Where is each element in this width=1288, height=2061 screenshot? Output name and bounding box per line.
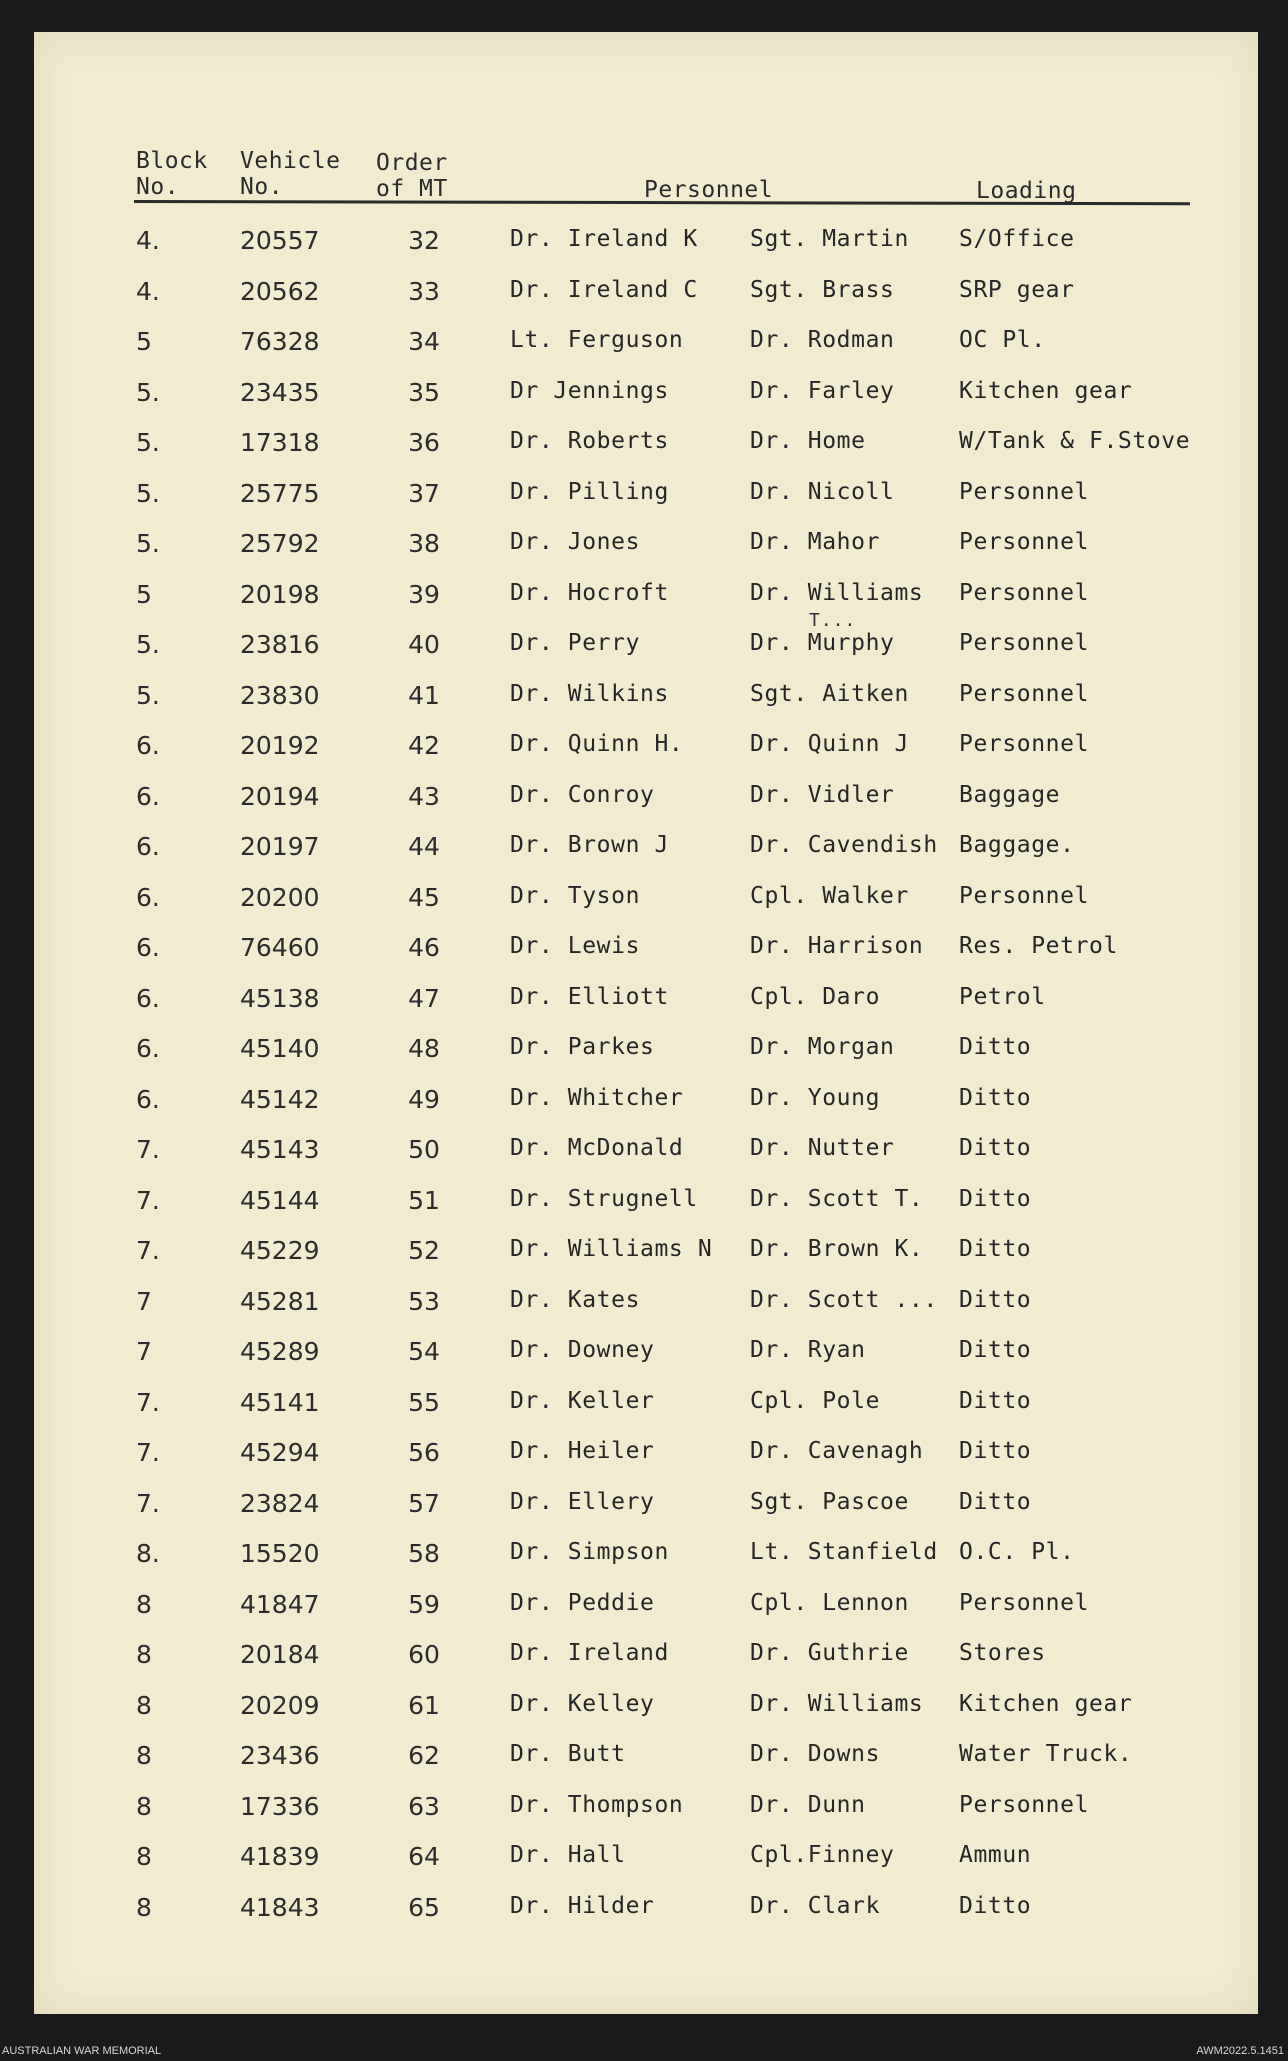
- vehicle-number: 45140: [240, 1034, 320, 1063]
- personnel-second: Dr. Cavenagh: [750, 1438, 924, 1464]
- personnel-second: Dr. Brown K.: [750, 1236, 924, 1262]
- vehicle-number: 23436: [240, 1741, 320, 1770]
- loading-description: Kitchen gear: [959, 1690, 1133, 1717]
- loading-description: OC Pl.: [959, 327, 1046, 353]
- vehicle-number: 17336: [240, 1791, 320, 1821]
- block-number: 6.: [136, 983, 160, 1013]
- table-row: [34, 933, 1258, 977]
- personnel-second: Cpl.Finney: [750, 1842, 895, 1868]
- order-of-mt: 60: [408, 1640, 440, 1669]
- block-number: 5.: [136, 630, 160, 659]
- personnel-driver: Dr. Strugnell: [510, 1185, 698, 1212]
- personnel-second: Sgt. Martin: [750, 226, 909, 252]
- personnel-second: Dr. Ryan: [750, 1337, 866, 1363]
- block-number: 4.: [136, 226, 160, 255]
- table-row: [34, 1691, 1258, 1735]
- personnel-driver: Dr Jennings: [510, 377, 669, 404]
- personnel-second: Sgt. Aitken: [750, 680, 909, 707]
- table-row: [34, 630, 1258, 674]
- vehicle-number: 20200: [240, 882, 320, 912]
- handwritten-note: T...: [809, 610, 857, 631]
- personnel-second: Dr. Nutter: [750, 1135, 895, 1161]
- block-number: 8: [136, 1842, 152, 1871]
- vehicle-number: 45294: [240, 1438, 320, 1467]
- order-of-mt: 37: [408, 478, 440, 508]
- personnel-driver: Dr. McDonald: [510, 1135, 684, 1161]
- loading-description: Ditto: [959, 1185, 1032, 1212]
- header-personnel: Personnel: [644, 177, 774, 203]
- block-number: 6.: [136, 882, 160, 912]
- vehicle-number: 45144: [240, 1185, 320, 1215]
- vehicle-number: 23830: [240, 680, 320, 710]
- block-number: 5: [136, 327, 152, 356]
- block-number: 7.: [136, 1387, 160, 1417]
- personnel-second: Sgt. Pascoe: [750, 1488, 909, 1515]
- header-loading: Loading: [976, 178, 1077, 204]
- order-of-mt: 32: [408, 226, 440, 255]
- personnel-driver: Dr. Conroy: [510, 781, 655, 808]
- table-row: [34, 479, 1258, 523]
- loading-description: Ditto: [959, 1236, 1032, 1262]
- order-of-mt: 50: [408, 1135, 440, 1164]
- loading-description: Baggage: [959, 781, 1061, 808]
- footer-accession-number: AWM2022.5.1451: [1196, 2045, 1284, 2057]
- vehicle-number: 17318: [240, 428, 320, 457]
- personnel-second: Dr. Farley: [750, 377, 895, 404]
- personnel-driver: Dr. Elliott: [510, 983, 669, 1010]
- block-number: 5.: [136, 529, 160, 558]
- table-row: [34, 1590, 1258, 1634]
- personnel-driver: Dr. Pilling: [510, 478, 669, 505]
- personnel-driver: Dr. Roberts: [510, 428, 669, 454]
- table-row: [34, 1085, 1258, 1129]
- table-row: [34, 1842, 1258, 1886]
- personnel-driver: Dr. Peddie: [510, 1589, 655, 1616]
- order-of-mt: 51: [408, 1185, 440, 1215]
- vehicle-number: 25775: [240, 478, 320, 508]
- personnel-driver: Dr. Butt: [510, 1741, 626, 1767]
- order-of-mt: 61: [408, 1690, 440, 1720]
- personnel-second: Cpl. Lennon: [750, 1589, 909, 1616]
- personnel-second: Dr. Cavendish: [750, 832, 938, 858]
- vehicle-number: 45143: [240, 1135, 320, 1164]
- loading-description: Personnel: [959, 529, 1090, 555]
- personnel-second: Sgt. Brass: [750, 276, 895, 303]
- personnel-second: Dr. Vidler: [750, 781, 895, 808]
- loading-description: Res. Petrol: [959, 933, 1118, 959]
- personnel-driver: Lt. Ferguson: [510, 327, 684, 353]
- loading-description: Stores: [959, 1640, 1046, 1666]
- loading-description: Personnel: [959, 630, 1090, 656]
- header-block-no: Block No.: [136, 148, 208, 200]
- vehicle-number: 76460: [240, 933, 320, 962]
- vehicle-number: 20557: [240, 226, 320, 255]
- order-of-mt: 65: [408, 1892, 440, 1922]
- personnel-driver: Dr. Kates: [510, 1286, 641, 1313]
- table-row: [34, 327, 1258, 371]
- order-of-mt: 44: [408, 832, 440, 861]
- block-number: 5: [136, 579, 152, 609]
- personnel-driver: Dr. Keller: [510, 1387, 655, 1414]
- order-of-mt: 40: [408, 630, 440, 659]
- order-of-mt: 55: [408, 1387, 440, 1417]
- personnel-second: Dr. Rodman: [750, 327, 895, 353]
- personnel-second: Dr. Williams: [750, 579, 924, 606]
- order-of-mt: 48: [408, 1034, 440, 1063]
- order-of-mt: 46: [408, 933, 440, 962]
- table-row: [34, 1539, 1258, 1583]
- loading-description: Personnel: [959, 731, 1090, 757]
- block-number: 6.: [136, 731, 160, 760]
- personnel-driver: Dr. Ireland C: [510, 276, 698, 303]
- personnel-second: Dr. Young: [750, 1084, 881, 1111]
- vehicle-number: 45138: [240, 983, 320, 1013]
- vehicle-number: 41839: [240, 1842, 320, 1871]
- personnel-driver: Dr. Heiler: [510, 1438, 655, 1464]
- order-of-mt: 52: [408, 1236, 440, 1265]
- block-number: 7.: [136, 1135, 160, 1164]
- personnel-driver: Dr. Hall: [510, 1842, 626, 1868]
- order-of-mt: 47: [408, 983, 440, 1013]
- personnel-driver: Dr. Ireland K: [510, 226, 698, 252]
- block-number: 7: [136, 1337, 152, 1366]
- header-vehicle-no: Vehicle No.: [240, 148, 341, 200]
- loading-description: SRP gear: [959, 276, 1075, 303]
- loading-description: Ditto: [959, 1337, 1032, 1363]
- order-of-mt: 56: [408, 1438, 440, 1467]
- block-number: 7.: [136, 1438, 160, 1467]
- loading-description: Water Truck.: [959, 1741, 1133, 1767]
- block-number: 4.: [136, 276, 160, 306]
- personnel-driver: Dr. Simpson: [510, 1539, 669, 1565]
- block-number: 5.: [136, 680, 160, 710]
- loading-description: Ditto: [959, 1135, 1032, 1161]
- table-row: [34, 1337, 1258, 1381]
- order-of-mt: 35: [408, 377, 440, 407]
- loading-description: Baggage.: [959, 832, 1075, 858]
- loading-description: Personnel: [959, 680, 1090, 707]
- table-row: [34, 681, 1258, 725]
- vehicle-number: 20194: [240, 781, 320, 811]
- vehicle-number: 20192: [240, 731, 320, 760]
- table-row: [34, 428, 1258, 472]
- personnel-driver: Dr. Kelley: [510, 1690, 655, 1717]
- block-number: 7.: [136, 1488, 160, 1518]
- order-of-mt: 38: [408, 529, 440, 558]
- personnel-second: Cpl. Pole: [750, 1387, 881, 1414]
- personnel-driver: Dr. Downey: [510, 1337, 655, 1363]
- personnel-second: Dr. Scott ...: [750, 1286, 938, 1313]
- personnel-driver: Dr. Wilkins: [510, 680, 669, 707]
- vehicle-number: 15520: [240, 1539, 320, 1568]
- table-row: [34, 1186, 1258, 1230]
- loading-description: Ditto: [959, 1034, 1032, 1060]
- personnel-second: Cpl. Walker: [750, 882, 909, 909]
- loading-description: S/Office: [959, 226, 1075, 252]
- block-number: 7.: [136, 1236, 160, 1265]
- block-number: 8: [136, 1690, 152, 1720]
- vehicle-number: 23435: [240, 377, 320, 407]
- document-page: [34, 32, 1258, 2014]
- loading-description: Ditto: [959, 1488, 1032, 1515]
- personnel-driver: Dr. Ireland: [510, 1640, 669, 1666]
- table-row: [34, 1640, 1258, 1684]
- block-number: 8: [136, 1589, 152, 1619]
- table-row: [34, 883, 1258, 927]
- vehicle-number: 20209: [240, 1690, 320, 1720]
- personnel-second: Dr. Dunn: [750, 1791, 866, 1818]
- block-number: 6.: [136, 781, 160, 811]
- table-row: [34, 529, 1258, 573]
- personnel-second: Dr. Home: [750, 428, 866, 454]
- block-number: 6.: [136, 832, 160, 861]
- personnel-second: Dr. Morgan: [750, 1034, 895, 1060]
- loading-description: Ditto: [959, 1387, 1032, 1414]
- vehicle-number: 20198: [240, 579, 320, 609]
- table-row: [34, 1034, 1258, 1078]
- block-number: 6.: [136, 933, 160, 962]
- order-of-mt: 59: [408, 1589, 440, 1619]
- block-number: 6.: [136, 1084, 160, 1114]
- table-row: [34, 832, 1258, 876]
- loading-description: Personnel: [959, 478, 1090, 505]
- header-order-of-mt: Order of MT: [376, 150, 448, 202]
- order-of-mt: 33: [408, 276, 440, 306]
- block-number: 8.: [136, 1539, 160, 1568]
- personnel-driver: Dr. Tyson: [510, 882, 641, 909]
- loading-description: Ditto: [959, 1084, 1032, 1111]
- table-row: [34, 984, 1258, 1028]
- loading-description: Kitchen gear: [959, 377, 1133, 404]
- block-number: 8: [136, 1892, 152, 1922]
- table-row: [34, 1287, 1258, 1331]
- personnel-second: Dr. Williams: [750, 1690, 924, 1717]
- personnel-driver: Dr. Quinn H.: [510, 731, 684, 757]
- order-of-mt: 49: [408, 1084, 440, 1114]
- vehicle-number: 20562: [240, 276, 320, 306]
- block-number: 8: [136, 1741, 152, 1770]
- order-of-mt: 36: [408, 428, 440, 457]
- table-row: [34, 1388, 1258, 1432]
- vehicle-number: 23824: [240, 1488, 320, 1518]
- table-row: [34, 1135, 1258, 1179]
- order-of-mt: 57: [408, 1488, 440, 1518]
- order-of-mt: 53: [408, 1286, 440, 1316]
- loading-description: O.C. Pl.: [959, 1539, 1075, 1565]
- table-row: [34, 1741, 1258, 1785]
- personnel-second: Dr. Nicoll: [750, 478, 895, 505]
- personnel-second: Dr. Scott T.: [750, 1185, 924, 1212]
- order-of-mt: 54: [408, 1337, 440, 1366]
- order-of-mt: 45: [408, 882, 440, 912]
- table-row: [34, 731, 1258, 775]
- vehicle-number: 45281: [240, 1286, 320, 1316]
- order-of-mt: 62: [408, 1741, 440, 1770]
- table-row: [34, 1792, 1258, 1836]
- table-row: [34, 378, 1258, 422]
- table-row: [34, 226, 1258, 270]
- personnel-driver: Dr. Whitcher: [510, 1084, 684, 1111]
- loading-description: Petrol: [959, 983, 1046, 1010]
- vehicle-table: [34, 32, 1258, 2014]
- vehicle-number: 45142: [240, 1084, 320, 1114]
- vehicle-number: 76328: [240, 327, 320, 356]
- personnel-second: Dr. Mahor: [750, 529, 881, 555]
- vehicle-number: 41843: [240, 1892, 320, 1922]
- table-row: [34, 580, 1258, 624]
- loading-description: W/Tank & F.Stove: [959, 428, 1191, 454]
- order-of-mt: 43: [408, 781, 440, 811]
- loading-description: Ditto: [959, 1286, 1032, 1313]
- order-of-mt: 34: [408, 327, 440, 356]
- personnel-second: Cpl. Daro: [750, 983, 881, 1010]
- order-of-mt: 39: [408, 579, 440, 609]
- table-row: [34, 1236, 1258, 1280]
- personnel-driver: Dr. Parkes: [510, 1034, 655, 1060]
- loading-description: Personnel: [959, 579, 1090, 606]
- vehicle-number: 45141: [240, 1387, 320, 1417]
- personnel-driver: Dr. Thompson: [510, 1791, 684, 1818]
- table-row: [34, 277, 1258, 321]
- table-row: [34, 782, 1258, 826]
- block-number: 8: [136, 1791, 152, 1821]
- loading-description: Personnel: [959, 1791, 1090, 1818]
- table-row: [34, 1438, 1258, 1482]
- vehicle-number: 45229: [240, 1236, 320, 1265]
- loading-description: Personnel: [959, 1589, 1090, 1616]
- block-number: 6.: [136, 1034, 160, 1063]
- order-of-mt: 42: [408, 731, 440, 760]
- block-number: 5.: [136, 478, 160, 508]
- personnel-second: Dr. Harrison: [750, 933, 924, 959]
- footer-institution: AUSTRALIAN WAR MEMORIAL: [2, 2045, 162, 2057]
- personnel-driver: Dr. Ellery: [510, 1488, 655, 1515]
- personnel-driver: Dr. Hocroft: [510, 579, 669, 606]
- order-of-mt: 58: [408, 1539, 440, 1568]
- block-number: 8: [136, 1640, 152, 1669]
- loading-description: Ditto: [959, 1892, 1032, 1919]
- personnel-driver: Dr. Williams N: [510, 1236, 713, 1262]
- loading-description: Personnel: [959, 882, 1090, 909]
- personnel-second: Dr. Clark: [750, 1892, 881, 1919]
- vehicle-number: 45289: [240, 1337, 320, 1366]
- table-row: [34, 1489, 1258, 1533]
- personnel-driver: Dr. Jones: [510, 529, 641, 555]
- personnel-second: Lt. Stanfield: [750, 1539, 938, 1565]
- loading-description: Ditto: [959, 1438, 1032, 1464]
- order-of-mt: 64: [408, 1842, 440, 1871]
- vehicle-number: 20197: [240, 832, 320, 861]
- block-number: 5.: [136, 377, 160, 407]
- personnel-second: Dr. Murphy: [750, 630, 895, 656]
- vehicle-number: 41847: [240, 1589, 320, 1619]
- personnel-second: Dr. Guthrie: [750, 1640, 909, 1666]
- order-of-mt: 41: [408, 680, 440, 710]
- block-number: 7.: [136, 1185, 160, 1215]
- personnel-driver: Dr. Hilder: [510, 1892, 655, 1919]
- personnel-driver: Dr. Perry: [510, 630, 641, 656]
- block-number: 7: [136, 1286, 152, 1316]
- block-number: 5.: [136, 428, 160, 457]
- order-of-mt: 63: [408, 1791, 440, 1821]
- table-row: [34, 1893, 1258, 1937]
- personnel-driver: Dr. Lewis: [510, 933, 641, 959]
- vehicle-number: 23816: [240, 630, 320, 659]
- personnel-second: Dr. Quinn J: [750, 731, 909, 757]
- loading-description: Ammun: [959, 1842, 1032, 1868]
- personnel-second: Dr. Downs: [750, 1741, 881, 1767]
- vehicle-number: 25792: [240, 529, 320, 558]
- vehicle-number: 20184: [240, 1640, 320, 1669]
- personnel-driver: Dr. Brown J: [510, 832, 669, 858]
